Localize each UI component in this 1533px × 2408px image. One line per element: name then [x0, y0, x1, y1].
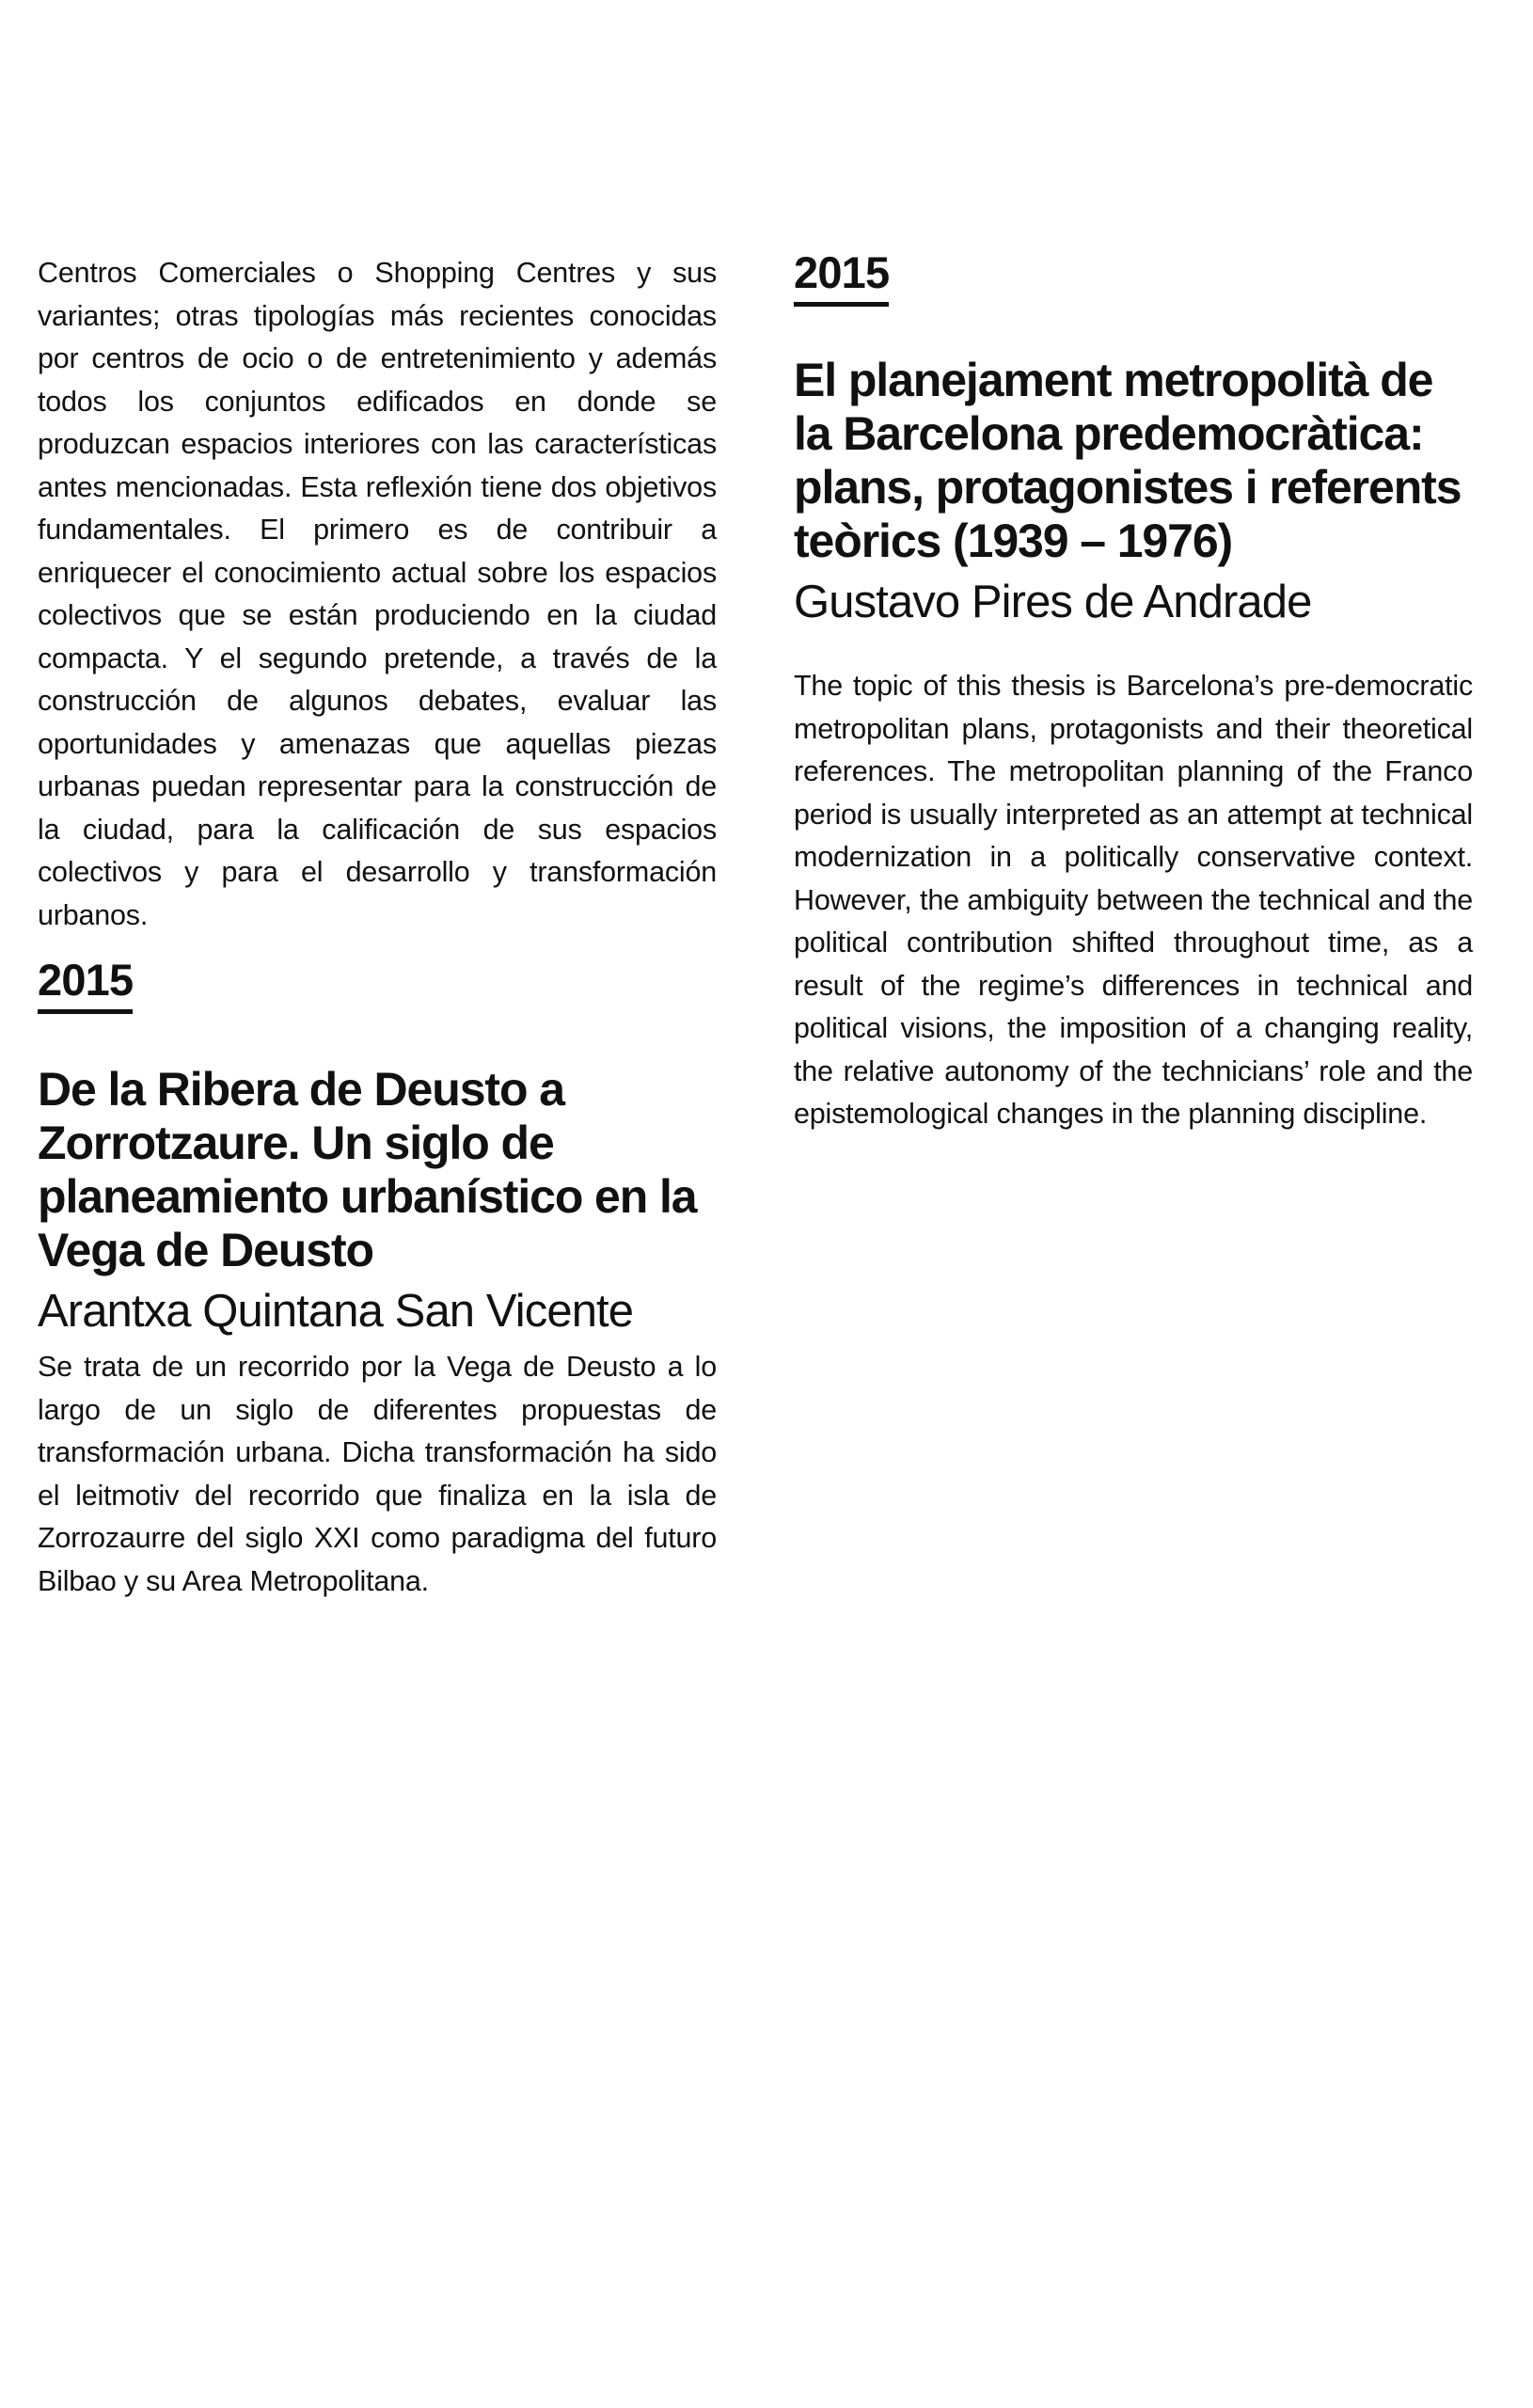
thesis-title: De la Ribera de Deusto a Zorrotzaure. Un siglo de planeamiento urbanístico en la Vega de Deusto	[38, 1063, 697, 1276]
thesis-abstract: The topic of this thesis is Barcelona’s pre-democratic metropolitan plans, protagonists and their theoretical references. The metropolitan planning of the Franco period is usually interpreted as an attempt at technical modernization in a politically conservative context. However, the ambiguity between the technical and the political contribution shifted throughout time, as a result of the regime’s differences in technical and political visions, the imposition of a changing reality, the relative autonomy of the technicians’ role and the epistemological changes in the planning discipline.	[794, 670, 1473, 1130]
year-heading-container-left	[38, 954, 717, 1014]
year-heading: 2015	[794, 246, 889, 307]
continued-paragraph: Centros Comerciales o Shopping Centres y sus variantes; otras tipologías más recientes conocidas por centros de ocio o de entretenimiento y además todos los conjuntos edificados en donde se produzcan espacios interiores con las características antes mencionadas. Esta reflexión tiene dos objetivos fundamentales. El primero es de contribuir a enriquecer el conocimiento actual sobre los espacios colectivos que se están produciendo en la ciudad compacta. Y el segundo pretende, a través de la construcción de algunos debates, evaluar las oportunidades y amenazas que aquellas piezas urbanas puedan representar para la construcción de la ciudad, para la calificación de sus espacios colectivos y para el desarrollo y transformación urbanos.	[38, 257, 717, 931]
year-heading: 2015	[38, 954, 133, 1014]
thesis-abstract: Se trata de un recorrido por la Vega de Deusto a lo largo de un siglo de diferentes propuestas de transformación urbana. Dicha transformación ha sido el leitmotiv del recorrido que finaliza en la isla de Zorrozaurre del siglo XXI como paradigma del futuro Bilbao y su Area Metropolitana.	[38, 1351, 717, 1597]
two-column-layout	[38, 247, 1486, 1603]
right-column	[794, 247, 1473, 1136]
thesis-author: Gustavo Pires de Andrade	[794, 577, 1312, 627]
year-heading-container-right	[794, 246, 1473, 307]
left-column	[38, 252, 717, 1603]
thesis-title: El planejament metropolità de la Barcelona predemocràtica: plans, protagonistes i referents teòrics (1939 – 1976)	[794, 354, 1462, 567]
thesis-author: Arantxa Quintana San Vicente	[38, 1286, 634, 1337]
